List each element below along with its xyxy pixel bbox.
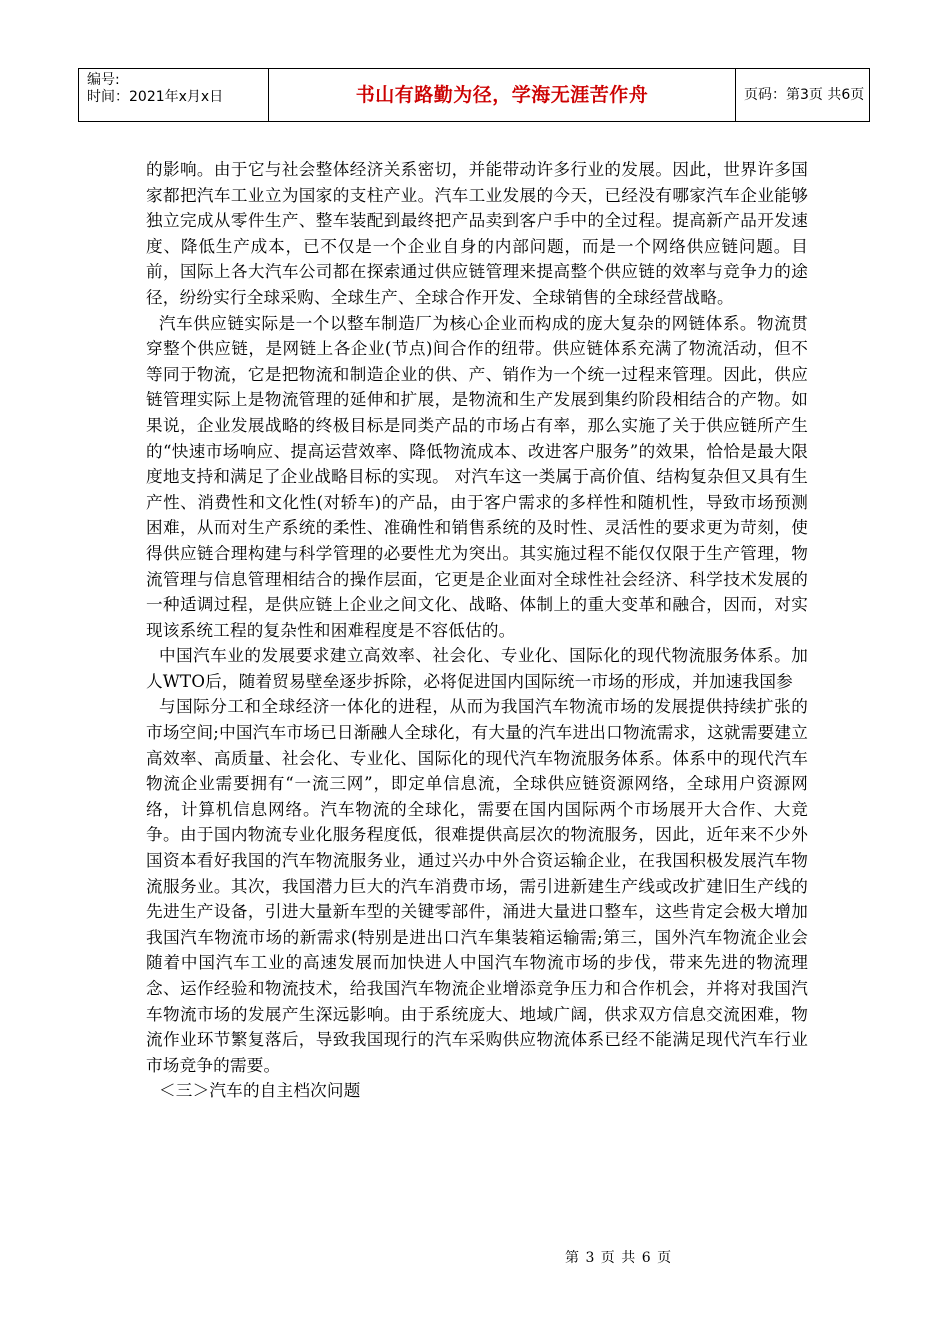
paragraph: 汽车供应链实际是一个以整车制造厂为核心企业而构成的庞大复杂的网链体系。物流贯穿整个供应链，是网链上各企业(节点)间合作的纽带。供应链体系充满了物流活动，但不等同于物流，它是把物流和制造企业的供、产、销作为一个统一过程来管理。因此，供应链管理实际上是物流管理的延伸和扩展，是物流和生产发展到集约阶段相结合的产物。如果说，企业发展战略的终极目标是同类产品的市场占有率，那么实施了关于供应链所产生的“快速市场响应、提高运营效率、降低物流成本、改进客户服务”的效果，恰恰是最大限度地支持和满足了企业战略目标的实现。 对汽车这一类属于高价值、结构复杂但又具有生产性、消费性和文化性(对轿车)的产品，由于客户需求的多样性和随机性，导致市场预测困难，从而对生产系统的柔性、准确性和销售系统的及时性、灵活性的要求更为苛刻，使得供应链合理构建与科学管理的必要性尤为突出。其实施过程不能仅仅限于生产管理，物流管理与信息管理相结合的操作层面，它更是企业面对全球性社会经济、科学技术发展的一种适调过程，是供应链上企业之间文化、战略、体制上的重大变革和融合，因而，对实现该系统工程的复杂性和困难程度是不容低估的。 [146, 313, 808, 640]
page-footer: 第 3 页 共 6 页 [565, 1250, 673, 1266]
document-body [146, 157, 808, 1104]
document-date: 时间：2021年x月x日 [87, 89, 224, 105]
header-page-info: 页码：第3页 共6页 [744, 87, 865, 103]
paragraph: 的影响。由于它与社会整体经济关系密切，并能带动许多行业的发展。因此，世界许多国家都把汽车工业立为国家的支柱产业。汽车工业发展的今天，已经没有哪家汽车企业能够独立完成从零件生产、整车装配到最终把产品卖到客户手中的全过程。提高新产品开发速度、降低生产成本，已不仅是一个企业自身的内部问题，而是一个网络供应链问题。目前，国际上各大汽车公司都在探索通过供应链管理来提高整个供应链的效率与竞争力的途径，纷纷实行全球采购、全球生产、全球合作开发、全球销售的全球经营战略。 [146, 160, 808, 307]
header-motto: 书山有路勤为径，学海无涯苦作舟 [269, 69, 736, 121]
header-meta [79, 69, 269, 121]
section-heading: ＜三＞汽车的自主档次问题 [159, 1081, 361, 1101]
paragraph: 与国际分工和全球经济一体化的进程，从而为我国汽车物流市场的发展提供持续扩张的市场空间;中国汽车市场已日渐融人全球化，有大量的汽车进出口物流需求，这就需要建立高效率、高质量、社会化、专业化、国际化的现代汽车物流服务体系。体系中的现代汽车物流企业需要拥有“一流三网”，即定单信息流，全球供应链资源网络，全球用户资源网络，计算机信息网络。汽车物流的全球化，需要在国内国际两个市场展开大合作、大竞争。由于国内物流专业化服务程度低，很难提供高层次的物流服务，因此，近年来不少外国资本看好我国的汽车物流服务业，通过兴办中外合资运输企业，在我国积极发展汽车物流服务业。其次，我国潜力巨大的汽车消费市场，需引进新建生产线或改扩建旧生产线的先进生产设备，引进大量新车型的关键零部件，涌进大量进口整车，这些肯定会极大增加我国汽车物流市场的新需求(特别是进出口汽车集装箱运输需;第三，国外汽车物流企业会随着中国汽车工业的高速发展而加快进人中国汽车物流市场的步伐，带来先进的物流理念、运作经验和物流技术，给我国汽车物流企业增添竞争压力和合作机会，并将对我国汽车物流市场的发展产生深远影响。由于系统庞大、地域广阔，供求双方信息交流困难，物流作业环节繁复落后，导致我国现行的汽车采购供应物流体系已经不能满足现代汽车行业市场竞争的需要。 [146, 697, 808, 1075]
page-header [78, 68, 870, 122]
document-number-label: 编号: [87, 72, 120, 88]
paragraph: 中国汽车业的发展要求建立高效率、社会化、专业化、国际化的现代物流服务体系。加人WTO后，随着贸易壁垒逐步拆除，必将促进国内国际统一市场的形成，并加速我国参 [146, 646, 808, 691]
